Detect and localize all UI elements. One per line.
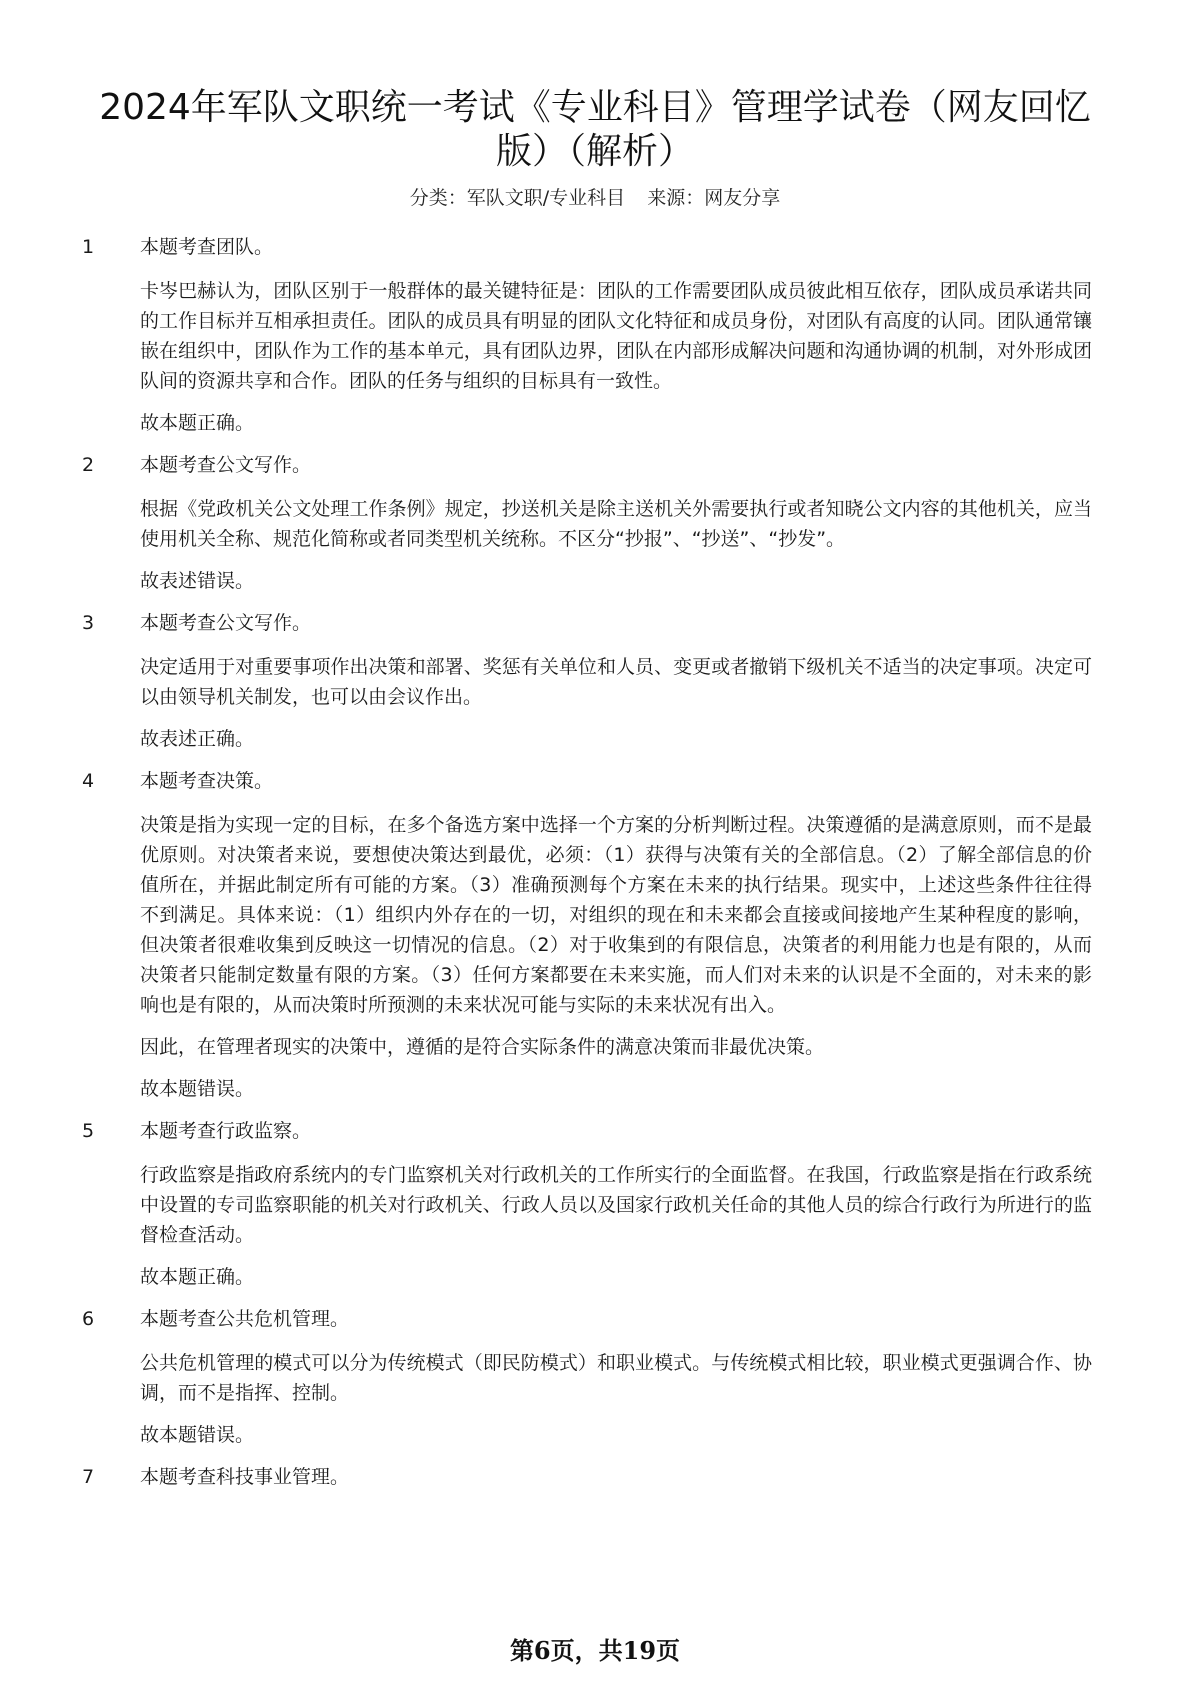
- document-meta: [90, 186, 1100, 210]
- verdict-paragraph: 故表述错误。: [140, 570, 255, 592]
- explanation-paragraph: 公共危机管理的模式可以分为传统模式（即民防模式）和职业模式。与传统模式相比较，职业模式更强调合作、协调，而不是指挥、控制。: [140, 1352, 1092, 1404]
- conclusion-paragraph: 因此，在管理者现实的决策中，遵循的是符合实际条件的满意决策而非最优决策。: [140, 1036, 825, 1058]
- answer-item-3: [82, 608, 1092, 754]
- item-topic: 本题考查决策。: [140, 770, 274, 792]
- answer-item-header: [82, 1304, 1092, 1338]
- item-topic: 本题考查行政监察。: [140, 1120, 312, 1142]
- verdict-paragraph: 故本题正确。: [140, 1266, 255, 1288]
- document-title: 2024年军队文职统一考试《专业科目》管理学试卷（网友回忆版）（解析）: [99, 87, 1091, 172]
- item-topic: 本题考查公共危机管理。: [140, 1308, 350, 1330]
- answer-item-header: [82, 1116, 1092, 1150]
- answer-item-6: [82, 1304, 1092, 1450]
- source-label: 来源：网友分享: [647, 187, 781, 209]
- category-label: 分类：军队文职/专业科目: [409, 187, 626, 209]
- answer-item-header: [82, 766, 1092, 800]
- explanation-paragraph: 决定适用于对重要事项作出决策和部署、奖惩有关单位和人员、变更或者撤销下级机关不适当的决定事项。决定可以由领导机关制发，也可以由会议作出。: [140, 656, 1092, 708]
- verdict-paragraph: 故本题错误。: [140, 1424, 255, 1446]
- item-number: 6: [82, 1308, 95, 1330]
- item-topic: 本题考查科技事业管理。: [140, 1466, 350, 1488]
- explanation-paragraph: 卡岑巴赫认为，团队区别于一般群体的最关键特征是：团队的工作需要团队成员彼此相互依存，团队成员承诺共同的工作目标并互相承担责任。团队的成员具有明显的团队文化特征和成员身份，对团队有高度的认同。团队通常镶嵌在组织中，团队作为工作的基本单元，具有团队边界，团队在内部形成解决问题和沟通协调的机制，对外形成团队间的资源共享和合作。团队的任务与组织的目标具有一致性。: [140, 280, 1092, 392]
- item-topic: 本题考查公文写作。: [140, 454, 312, 476]
- explanation-paragraph: 决策是指为实现一定的目标，在多个备选方案中选择一个方案的分析判断过程。决策遵循的是满意原则，而不是最优原则。对决策者来说，要想使决策达到最优，必须：（1）获得与决策有关的全部信息。（2）了解全部信息的价值所在，并据此制定所有可能的方案。（3）准确预测每个方案在未来的执行结果。现实中，上述这些条件往往得不到满足。具体来说：（1）组织内外存在的一切，对组织的现在和未来都会直接或间接地产生某种程度的影响，但决策者很难收集到反映这一切情况的信息。（2）对于收集到的有限信息，决策者的利用能力也是有限的，从而决策者只能制定数量有限的方案。（3）任何方案都要在未来实施，而人们对未来的认识是不全面的，对未来的影响也是有限的，从而决策时所预测的未来状况可能与实际的未来状况有出入。: [140, 814, 1092, 1016]
- item-topic: 本题考查团队。: [140, 236, 274, 258]
- item-number: 7: [82, 1466, 95, 1488]
- verdict-paragraph: 故表述正确。: [140, 728, 255, 750]
- answer-item-header: [82, 232, 1092, 266]
- page-number-footer: 第6页，共19页: [509, 1636, 681, 1665]
- item-topic: 本题考查公文写作。: [140, 612, 312, 634]
- verdict-paragraph: 故本题错误。: [140, 1078, 255, 1100]
- item-number: 5: [82, 1120, 95, 1142]
- answer-item-header: [82, 608, 1092, 642]
- verdict-paragraph: 故本题正确。: [140, 412, 255, 434]
- item-number: 3: [82, 612, 95, 634]
- answer-item-5: [82, 1116, 1092, 1292]
- item-number: 4: [82, 770, 95, 792]
- answer-item-1: [82, 232, 1092, 438]
- answer-list: [82, 232, 1092, 1506]
- answer-item-2: [82, 450, 1092, 596]
- item-number: 1: [82, 236, 95, 258]
- answer-item-header: [82, 1462, 1092, 1496]
- answer-item-4: [82, 766, 1092, 1104]
- answer-item-7: [82, 1462, 1092, 1496]
- answer-item-header: [82, 450, 1092, 484]
- explanation-paragraph: 根据《党政机关公文处理工作条例》规定，抄送机关是除主送机关外需要执行或者知晓公文内容的其他机关，应当使用机关全称、规范化简称或者同类型机关统称。不区分“抄报”、“抄送”、“抄发”。: [140, 498, 1092, 550]
- item-number: 2: [82, 454, 95, 476]
- explanation-paragraph: 行政监察是指政府系统内的专门监察机关对行政机关的工作所实行的全面监督。在我国，行政监察是指在行政系统中设置的专司监察职能的机关对行政机关、行政人员以及国家行政机关任命的其他人员的综合行政行为所进行的监督检查活动。: [140, 1164, 1092, 1246]
